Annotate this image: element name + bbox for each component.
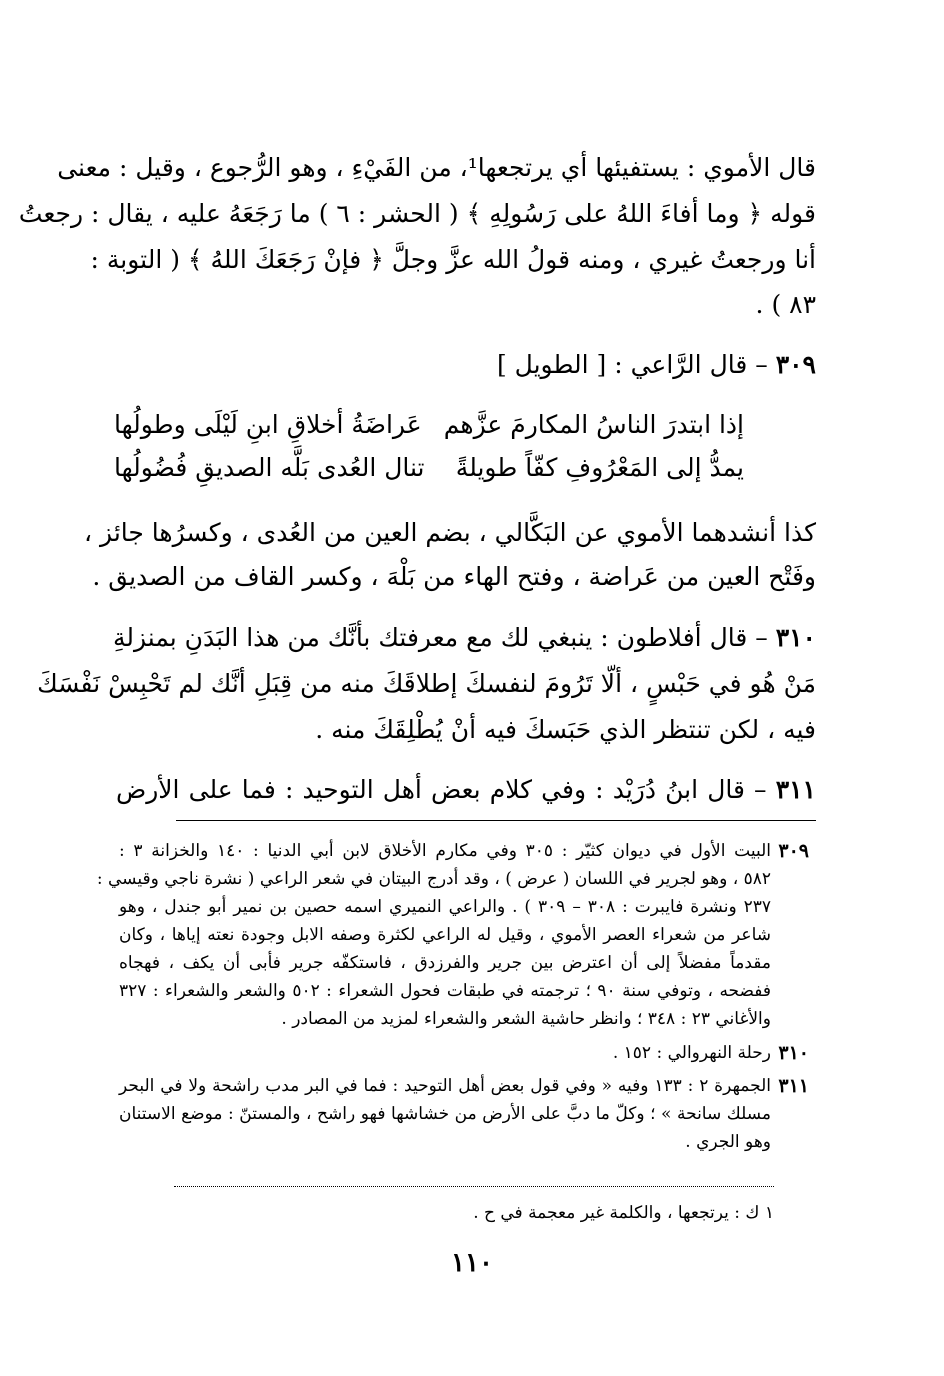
footnote-text: مسلك سانحة » ؛ وكلّ ما دبَّ على الأرض من خشاشها فهو راشح ، والمستنّ : موضع الاستنان: [119, 1104, 771, 1124]
verse-row: [114, 405, 744, 445]
note-text: ١ ك : يرتجعها ، والكلمة غير معجمة في ح .: [473, 1203, 774, 1223]
section-311-line: [116, 770, 816, 810]
verse-row: [114, 448, 744, 488]
footnote-text: شاعر من شعراء العصر الأموي ، وقيل له الراعي لكثرة وصفه الابل وجودة نعته إياها ، وكان: [119, 925, 771, 945]
intro-line: ٨٣ ) .: [755, 290, 816, 319]
section-310-line: [112, 618, 816, 658]
footnote-text: ٥٨٢ ، وهو لجرير في اللسان ( عرض ) ، وقد أدرج البيتان في شعر الراعي ( نشرة ناجي وقيسي :: [96, 869, 771, 889]
intro-line: قوله ﴿ وما أفاءَ اللهُ على رَسُولِهِ ﴾ ( الحشر : ٦ ) ما رَجَعَهُ عليه ، يقال : رجعتُ: [18, 199, 816, 228]
section-309-heading: [116, 345, 816, 385]
footnote-text: الجمهرة ٢ : ١٣٣ وفيه « وفي قول بعض أهل التوحيد : فما في البر مدب راشحة ولا في البحر: [119, 1076, 771, 1096]
footnote-text: وهو الجري .: [685, 1132, 771, 1152]
note-separator: [174, 1186, 774, 1187]
intro-line: قال الأموي : يستفيئها أي يرتجعها¹، من الفَيْءِ ، وهو الرُّجوع ، وقيل : معنى: [57, 153, 816, 182]
footnote-text: مقدماً مفضلاً إلى أن اعترض بين جرير والفرزدق ، فاستكفّه جرير فأبى أن يكف ، فهجاه: [119, 953, 771, 973]
footnote-text: البيت الأول في ديوان كثيّر : ٣٠٥ وفي مكارم الأخلاق لابن أبي الدنيا : ١٤٠ والخزانة ٣ :: [119, 841, 771, 861]
footnote-text: والأغاني ٢٣ : ٣٤٨ ؛ وانظر حاشية الشعر والشعراء لمزيد من المصادر .: [281, 1009, 771, 1029]
footnote-number: ٣١١: [778, 1075, 809, 1097]
footnote-number: ٣٠٩: [778, 840, 809, 862]
footnote-rule: [176, 820, 816, 821]
section-number: ٣١١: [775, 775, 816, 804]
verse-hemistich-right: إذا ابتدرَ الناسُ المكارمَ عزَّهم: [443, 410, 744, 439]
section-number: ٣١٠: [775, 623, 816, 652]
section-text: – قال ابنُ دُرَيْد : وفي كلام بعض أهل التوحيد : فما على الأرض: [116, 775, 767, 804]
page-number: ١١٠: [451, 1248, 493, 1278]
verse-hemistich-left: عَراضَةُ أخلاقِ ابنِ لَيْلَى وطولُها: [114, 410, 422, 439]
section-310-line: فيه ، لكن تنتظر الذي حَبَسكَ فيه أنْ يُطْلِقَكَ منه .: [315, 715, 816, 744]
verse-hemistich-right: يمدُّ إلى المَعْرُوفِ كفّاً طويلةً: [455, 453, 744, 482]
verse-hemistich-left: تنال العُدى بَلَّه الصديقِ فُضُولُها: [114, 453, 425, 482]
comment-line: وفَتْح العين من عَراضة ، وفتح الهاء من بَلْهَ ، وكسر القاف من الصديق .: [92, 562, 816, 591]
section-number: ٣٠٩: [775, 350, 816, 379]
section-310-line: مَنْ هُو في حَبْسٍ ، ألّا تَرُومَ لنفسكَ إطلاقَكَ منه من قِبَلِ أنَّك لم تَحْبِسْ نَفْسَكَ: [37, 669, 816, 698]
footnote-number: ٣١٠: [778, 1042, 809, 1064]
section-heading-text: – قال الرَّاعي : [ الطويل ]: [496, 350, 768, 379]
intro-line: أنا ورجعتُ غيري ، ومنه قولُ الله عزَّ وجلَّ ﴿ فإنْ رَجَعَكَ اللهُ ﴾ ( التوبة :: [90, 245, 816, 274]
footnote-text: رحلة النهروالي : ١٥٢ .: [612, 1043, 771, 1063]
footnote-text: ففضحه ، وتوفي سنة ٩٠ ؛ ترجمته في طبقات فحول الشعراء : ٥٠٢ والشعر والشعراء : ٣٢٧: [119, 981, 771, 1001]
comment-line: كذا أنشدهما الأموي عن البَكَّالي ، بضم العين من العُدى ، وكسرُها جائز ،: [84, 518, 816, 547]
footnote-text: ٢٣٧ ونشرة فايبرت : ٣٠٨ – ٣٠٩ ) . والراعي النميري اسمه حصين بن نمير أبو جندل ، وهو: [119, 897, 771, 917]
section-text: – قال أفلاطون : ينبغي لك مع معرفتك بأنَّك من هذا البَدَنِ بمنزلةِ: [112, 623, 768, 652]
